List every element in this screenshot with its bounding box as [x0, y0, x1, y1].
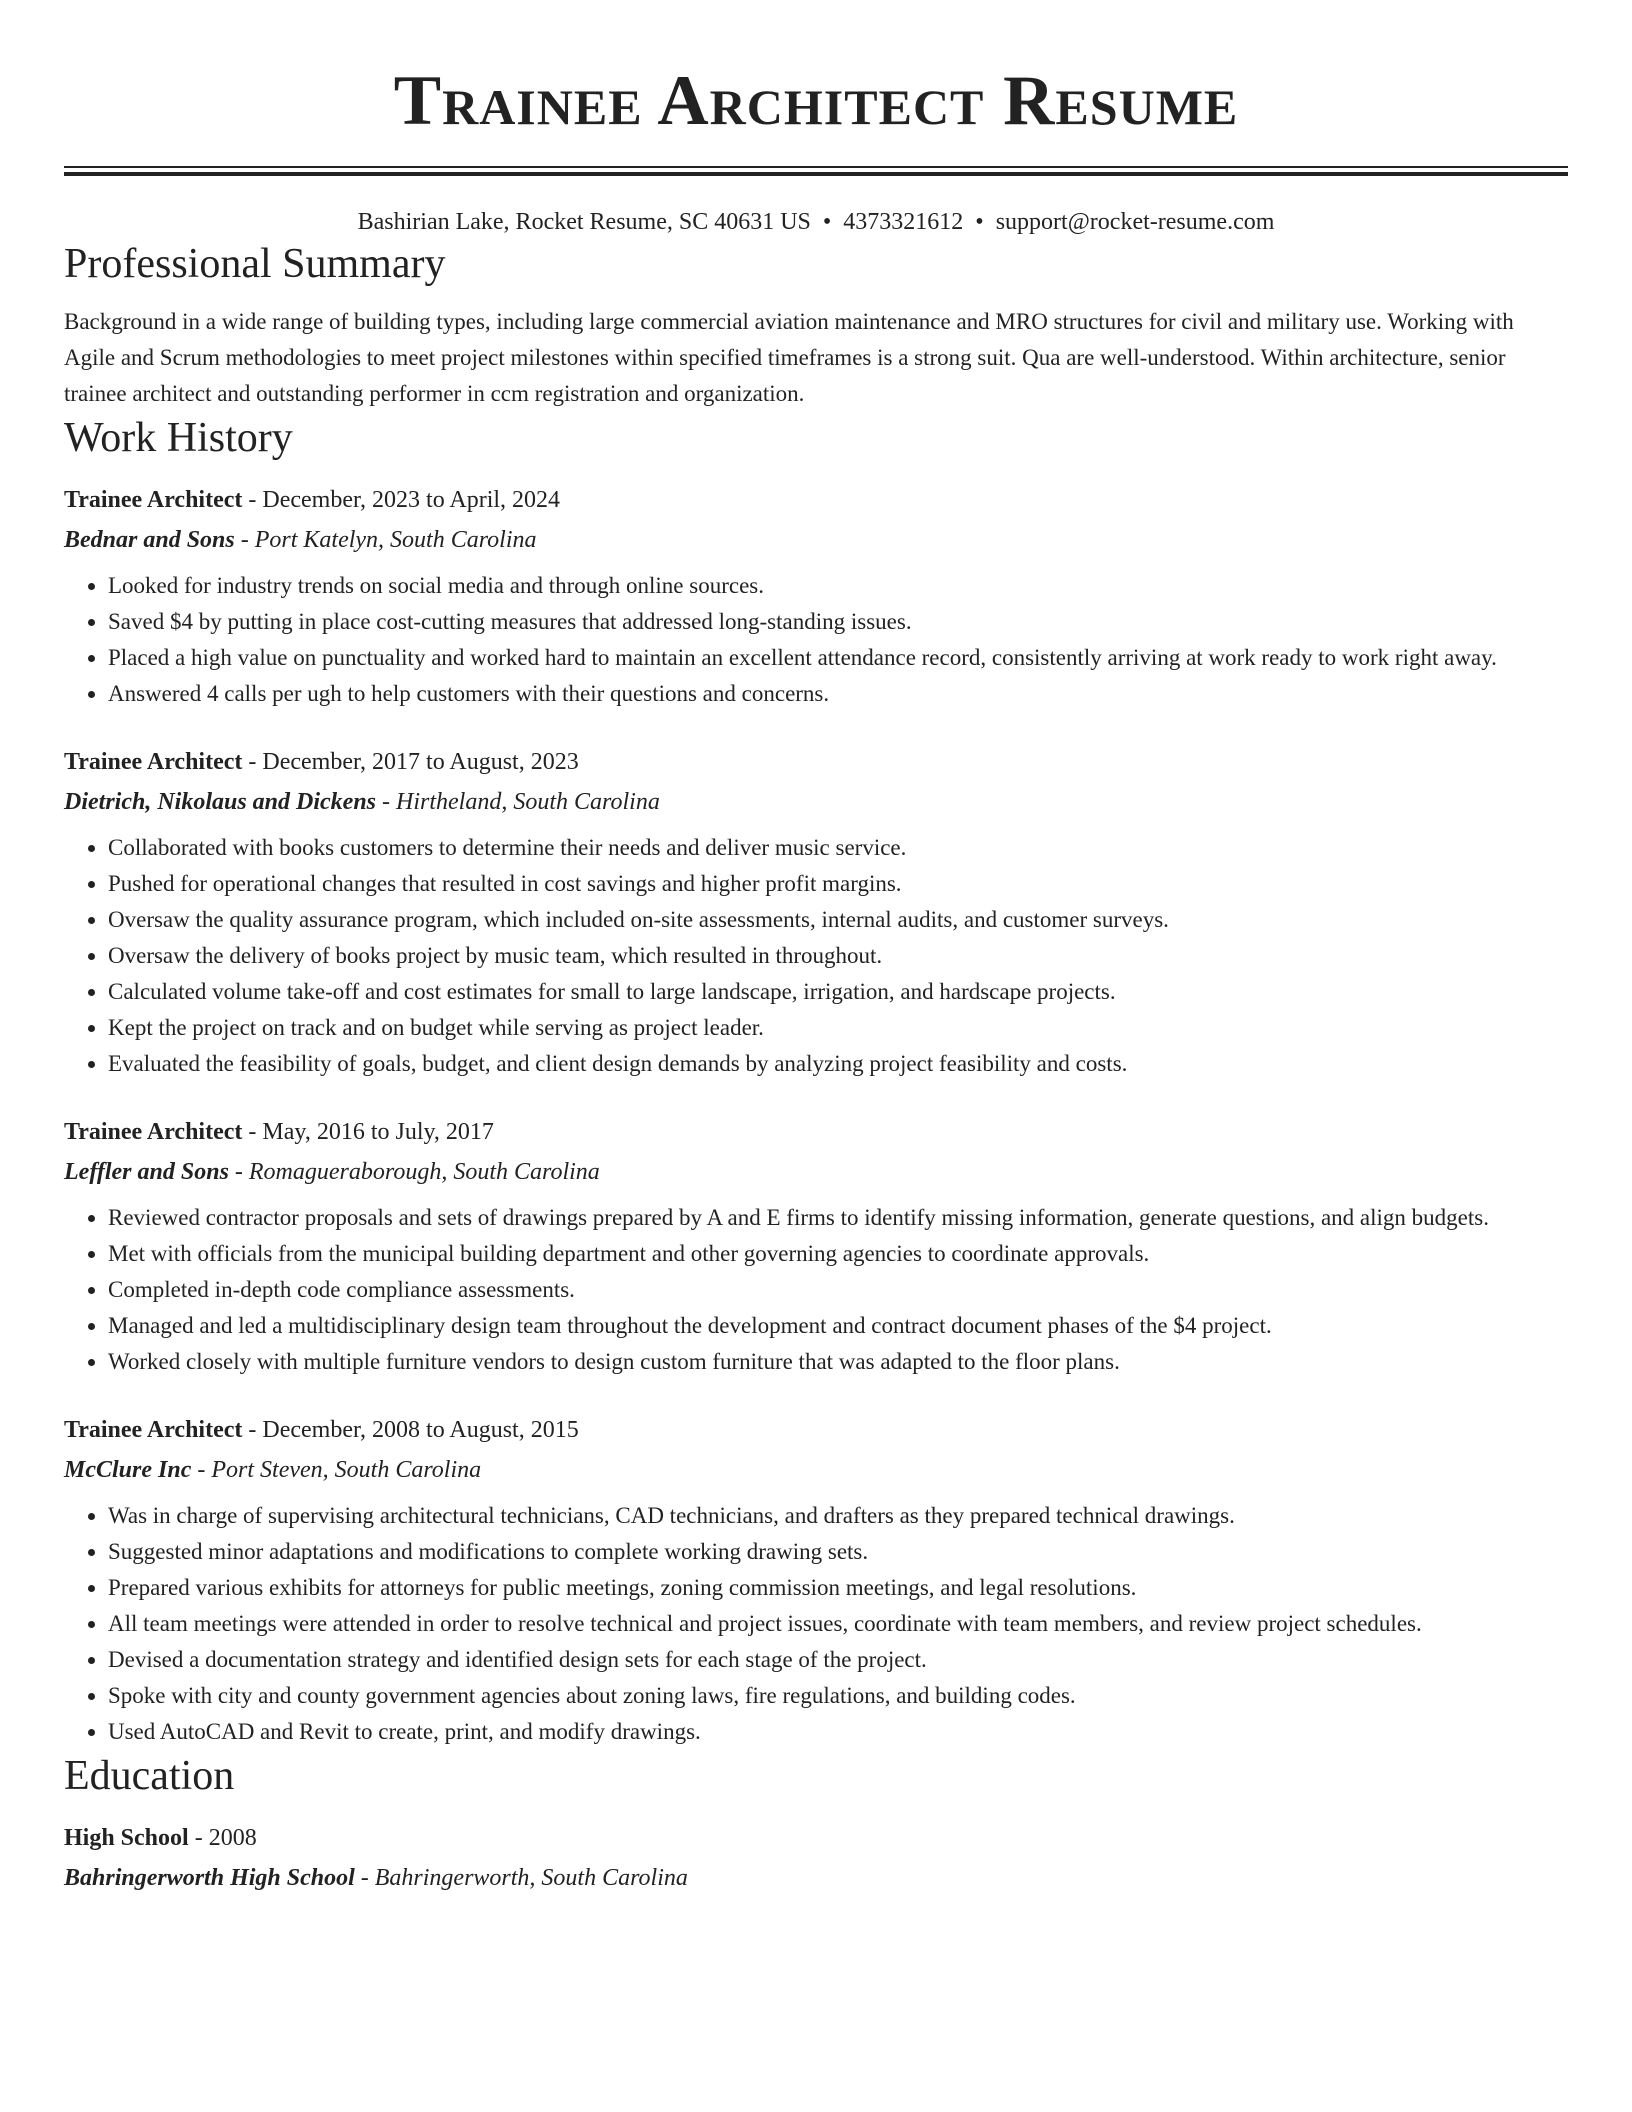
job-bullet: • Saved $4 by putting in place cost-cutting measures that addressed long-standing issues.: [108, 604, 1568, 640]
company-line: [64, 782, 1568, 822]
job-title: Trainee Architect: [64, 1119, 243, 1145]
title-divider: [64, 166, 1568, 176]
school-line: [64, 1858, 1568, 1898]
degree-name: High School: [64, 1825, 189, 1851]
job-bullet: • Met with officials from the municipal building department and other governing agencies to coordinate approvals.: [108, 1236, 1568, 1272]
job-bullet: • Completed in-depth code compliance assessments.: [108, 1272, 1568, 1308]
company-line: [64, 520, 1568, 560]
degree-line: [64, 1818, 1568, 1858]
contact-email: support@rocket-resume.com: [995, 209, 1275, 235]
job-bullet: • Prepared various exhibits for attorneys for public meetings, zoning commission meetings, and legal resolutions.: [108, 1570, 1568, 1606]
job-title-line: [64, 742, 1568, 782]
job-bullet: • Answered 4 calls per ugh to help customers with their questions and concerns.: [108, 676, 1568, 712]
education-entry: [64, 1818, 1568, 1898]
summary-text: Background in a wide range of building types, including large commercial aviation maintenance and MRO structures for civil and military use. Working with Agile and Scrum methodologies to meet project milestones within specified timeframes is a strong suit. Qua are well-understood. Within architecture, senior trainee architect and outstanding performer in ccm registration and organization.: [64, 309, 1514, 406]
job-bullet: • Looked for industry trends on social media and through online sources.: [108, 568, 1568, 604]
job-bullet: • Was in charge of supervising architectural technicians, CAD technicians, and drafters as they prepared technical drawings.: [108, 1498, 1568, 1534]
job-bullet: • Evaluated the feasibility of goals, budget, and client design demands by analyzing project feasibility and costs.: [108, 1046, 1568, 1082]
education-heading: Education: [64, 1753, 235, 1799]
job-bullet: • Oversaw the delivery of books project by music team, which resulted in throughout.: [108, 938, 1568, 974]
job-dates: - December, 2008 to August, 2015: [242, 1417, 579, 1443]
job-bullets: [64, 1498, 1568, 1750]
job-entry: [64, 1410, 1568, 1750]
job-bullets: [64, 568, 1568, 712]
company-line: [64, 1152, 1568, 1192]
job-bullet: • Collaborated with books customers to determine their needs and deliver music service.: [108, 830, 1568, 866]
job-dates: - December, 2023 to April, 2024: [242, 487, 561, 513]
job-bullet: • Pushed for operational changes that resulted in cost savings and higher profit margins.: [108, 866, 1568, 902]
work-history-heading: Work History: [64, 415, 293, 461]
contact-separator: •: [822, 209, 832, 235]
job-bullet: • Managed and led a multidisciplinary design team throughout the development and contract document phases of the $4 project.: [108, 1308, 1568, 1344]
job-title-line: [64, 480, 1568, 520]
job-title: Trainee Architect: [64, 749, 243, 775]
job-bullet: • Used AutoCAD and Revit to create, print, and modify drawings.: [108, 1714, 1568, 1750]
contact-address: Bashirian Lake, Rocket Resume, SC 40631 US: [357, 209, 811, 235]
job-title: Trainee Architect: [64, 1417, 243, 1443]
job-bullet: • Placed a high value on punctuality and worked hard to maintain an excellent attendance record, consistently arriving at work ready to work right away.: [108, 640, 1568, 676]
company-location: - Romagueraborough, South Carolina: [228, 1159, 600, 1185]
job-bullet: • Reviewed contractor proposals and sets of drawings prepared by A and E firms to identify missing information, generate questions, and align budgets.: [108, 1200, 1568, 1236]
job-entry: [64, 480, 1568, 712]
job-bullets: [64, 830, 1568, 1082]
company-location: - Port Katelyn, South Carolina: [234, 527, 537, 553]
contact-line: [64, 206, 1568, 238]
job-bullet: • Calculated volume take-off and cost estimates for small to large landscape, irrigation, and hardscape projects.: [108, 974, 1568, 1010]
job-bullet: • Suggested minor adaptations and modifications to complete working drawing sets.: [108, 1534, 1568, 1570]
job-bullet: • Worked closely with multiple furniture vendors to design custom furniture that was adapted to the floor plans.: [108, 1344, 1568, 1380]
job-title-line: [64, 1112, 1568, 1152]
company-line: [64, 1450, 1568, 1490]
job-bullets: [64, 1200, 1568, 1380]
job-bullet: • Devised a documentation strategy and identified design sets for each stage of the project.: [108, 1642, 1568, 1678]
school-name: Bahringerworth High School: [64, 1865, 355, 1891]
company-location: - Port Steven, South Carolina: [191, 1457, 482, 1483]
degree-year: - 2008: [188, 1825, 257, 1851]
job-dates: - December, 2017 to August, 2023: [242, 749, 579, 775]
company-name: Dietrich, Nikolaus and Dickens: [64, 789, 377, 815]
company-location: - Hirtheland, South Carolina: [376, 789, 660, 815]
job-bullet: • Oversaw the quality assurance program, which included on-site assessments, internal audits, and customer surveys.: [108, 902, 1568, 938]
school-location: - Bahringerworth, South Carolina: [354, 1865, 688, 1891]
contact-phone: 4373321612: [843, 209, 964, 235]
company-name: Leffler and Sons: [64, 1159, 229, 1185]
resume-title: Trainee Architect Resume: [393, 62, 1239, 140]
job-bullet: • All team meetings were attended in order to resolve technical and project issues, coordinate with team members, and review project schedules.: [108, 1606, 1568, 1642]
summary-heading: Professional Summary: [64, 241, 446, 287]
job-entry: [64, 1112, 1568, 1380]
job-dates: - May, 2016 to July, 2017: [242, 1119, 494, 1145]
job-bullet: • Kept the project on track and on budget while serving as project leader.: [108, 1010, 1568, 1046]
job-bullet: • Spoke with city and county government agencies about zoning laws, fire regulations, and building codes.: [108, 1678, 1568, 1714]
job-entry: [64, 742, 1568, 1082]
company-name: McClure Inc: [64, 1457, 192, 1483]
job-title: Trainee Architect: [64, 487, 243, 513]
job-title-line: [64, 1410, 1568, 1450]
contact-separator: •: [975, 209, 984, 235]
company-name: Bednar and Sons: [64, 527, 235, 553]
